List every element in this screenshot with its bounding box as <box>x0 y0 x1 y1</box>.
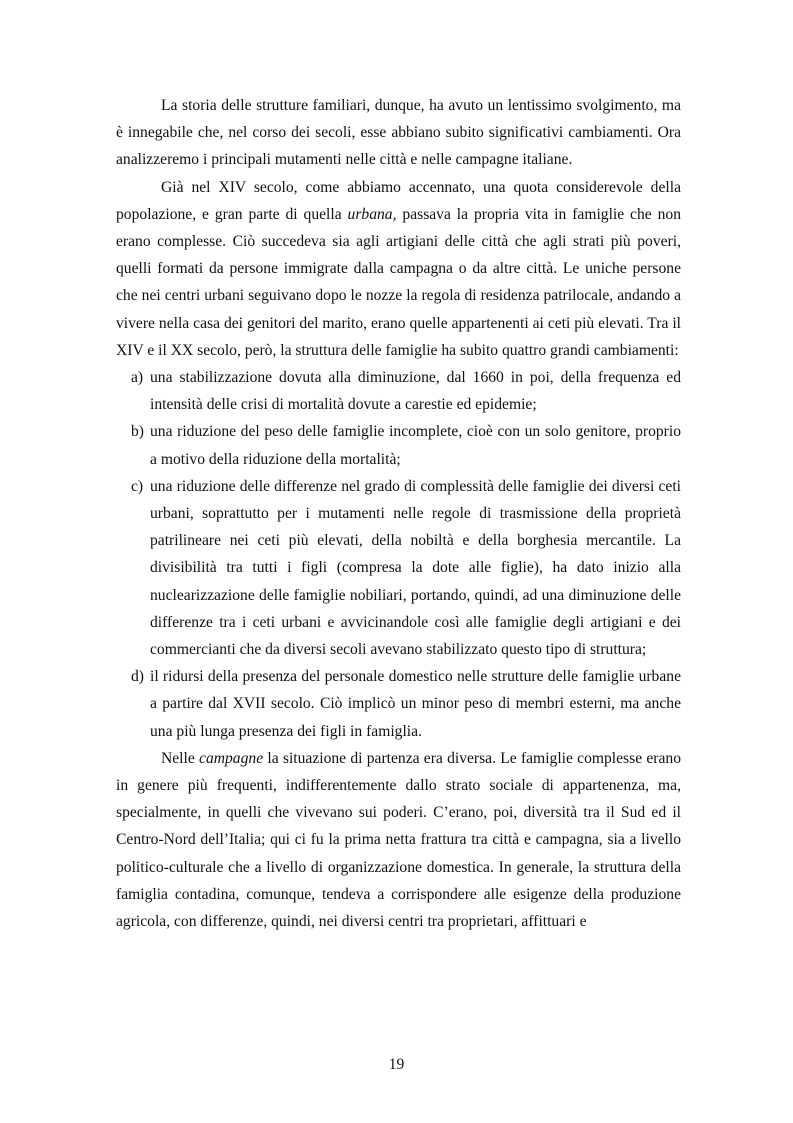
body-text <box>116 92 681 935</box>
paragraph-3-text-start: Nelle <box>161 749 200 767</box>
paragraph-2-italic-term: urbana, <box>347 205 397 223</box>
paragraph-3 <box>116 745 681 935</box>
list-item <box>131 663 681 745</box>
list-item <box>131 364 681 418</box>
list-item <box>131 418 681 472</box>
paragraph-2-text-start: Già nel XIV secolo, come abbiamo accennato, una quota considerevole della popolazione, e gran parte di quella <box>116 178 681 223</box>
list-item-text: il ridursi della presenza del personale domestico nelle strutture delle famiglie urbane a partire dal XVII secolo. Ciò implicò un minor peso di membri esterni, ma anche una più lunga presenza dei figli in famiglia. <box>150 668 681 740</box>
list-item-text: una riduzione del peso delle famiglie incomplete, cioè con un solo genitore, proprio a motivo della riduzione della mortalità; <box>150 423 681 468</box>
page-number: 19 <box>388 1056 405 1073</box>
list-item-marker: d) <box>131 668 144 686</box>
list-item-marker: b) <box>131 423 144 441</box>
list-item-text: una riduzione delle differenze nel grado di complessità delle famiglie dei diversi ceti urbani, soprattutto per i mutamenti nelle regole di trasmissione della proprietà patrilineare nei ceti più elevati, della nobiltà e della borghesia mercantile. La divisibilità tra tutti i figli (compresa la dote alle figlie), ha dato inizio alla nuclearizzazione delle famiglie nobiliari, portando, quindi, ad una diminuzione delle differenze tra i ceti urbani e avvicinandole così alle famiglie degli artigiani e dei commercianti che da diversi secoli avevano stabilizzato questo tipo di struttura; <box>150 477 681 659</box>
list-item <box>131 473 681 663</box>
paragraph-3-text-end: la situazione di partenza era diversa. Le famiglie complesse erano in genere più frequenti, indifferentemente dallo strato sociale di appartenenza, ma, specialmente, in quelli che vivevano sui poderi. C’erano, poi, diversità tra il Sud ed il Centro-Nord dell’Italia; qui ci fu la prima netta frattura tra città e campagna, sia a livello politico-culturale che a livello di organizzazione domestica. In generale, la struttura della famiglia contadina, comunque, tendeva a corrispondere alle esigenze della produzione agricola, con differenze, quindi, nei diversi centri tra proprietari, affittuari e <box>116 749 681 931</box>
paragraph-1: La storia delle strutture familiari, dunque, ha avuto un lentissimo svolgimento, ma è innegabile che, nel corso dei secoli, esse abbiano subito significativi cambiamenti. Ora analizzeremo i principali mutamenti nelle città e nelle campagne italiane. <box>116 97 681 169</box>
paragraph-2 <box>116 174 681 364</box>
paragraph-3-italic-term: campagne <box>199 749 264 767</box>
list-item-marker: c) <box>131 477 144 495</box>
paragraph-2-text-end: passava la propria vita in famiglie che non erano complesse. Ciò succedeva sia agli artigiani delle città che agli strati più poveri, quelli formati da persone immigrate dalla campagna o da altre città. Le uniche persone che nei centri urbani seguivano dopo le nozze la regola di residenza patrilocale, andando a vivere nella casa dei genitori del marito, erano quelle appartenenti ai ceti più elevati. Tra il XIV e il XX secolo, però, la struttura delle famiglie ha subito quattro grandi cambiamenti: <box>116 205 681 359</box>
changes-list <box>116 364 681 745</box>
list-item-marker: a) <box>131 369 144 387</box>
list-item-text: una stabilizzazione dovuta alla diminuzione, dal 1660 in poi, della frequenza ed intensità delle crisi di mortalità dovute a carestie ed epidemie; <box>150 369 681 414</box>
